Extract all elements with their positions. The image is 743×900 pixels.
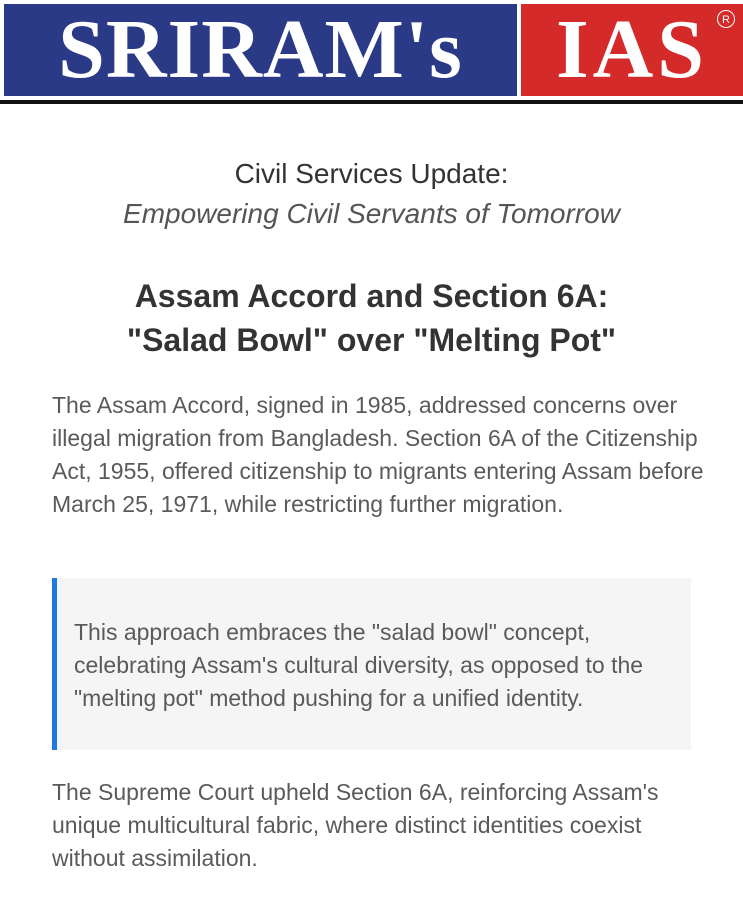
subtitle-line2: Empowering Civil Servants of Tomorrow	[123, 198, 620, 229]
logo-banner	[0, 0, 743, 104]
page-title	[0, 274, 743, 362]
logo-brand-suffix: IAS	[555, 3, 709, 96]
logo-brand-name: SRIRAM's	[58, 3, 463, 96]
logo-suffix-panel	[521, 4, 743, 96]
intro-paragraph: The Assam Accord, signed in 1985, addressed concerns over illegal migration from Bangladesh. Section 6A of the Citizenship Act, 1955, offered citizenship to migrants entering Assam before March 25, 1971, while restricting further migration.	[52, 392, 704, 517]
logo-brand-panel	[4, 4, 517, 96]
logo-underline	[0, 100, 743, 104]
headline-line1: Assam Accord and Section 6A:	[134, 278, 609, 314]
blockquote-text: This approach embraces the "salad bowl" concept, celebrating Assam's cultural diversity, as opposed to the "melting pot" method pushing for a unified identity.	[74, 619, 644, 711]
subtitle-line1: Civil Services Update:	[234, 158, 509, 189]
headline-line2: "Salad Bowl" over "Melting Pot"	[126, 322, 617, 358]
conclusion-paragraph: The Supreme Court upheld Section 6A, reinforcing Assam's unique multicultural fabric, where distinct identities coexist without assimilation.	[52, 779, 659, 871]
blockquote	[52, 578, 691, 750]
registered-mark-icon: R	[717, 10, 735, 28]
